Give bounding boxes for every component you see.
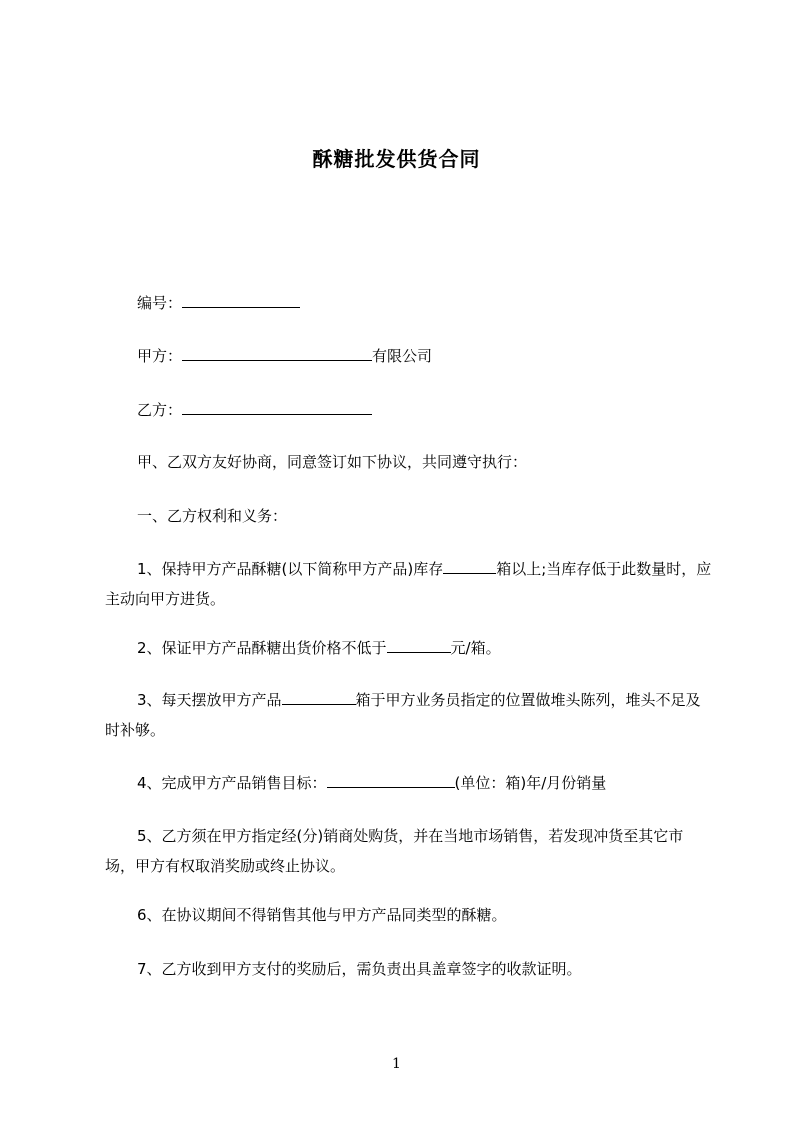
clause-1 bbox=[105, 554, 713, 614]
party-a-blank[interactable] bbox=[182, 345, 372, 361]
clause-4-text-b: (单位：箱)年/月份销量 bbox=[454, 774, 607, 792]
clause-4 bbox=[137, 772, 606, 793]
clause-4-text-a: 4、完成甲方产品销售目标： bbox=[137, 774, 327, 792]
clause-3-text-a: 3、每天摆放甲方产品 bbox=[137, 691, 282, 709]
clause-3-text-b: 箱于甲方业务员指定的位置做堆头陈列，堆头不足及时补够。 bbox=[105, 691, 701, 739]
clause-3-blank[interactable] bbox=[282, 689, 356, 705]
clause-5: 5、乙方须在甲方指定经(分)销商处购货，并在当地市场销售，若发现冲货至其它市场，甲方有权取消奖励或终止协议。 bbox=[105, 827, 684, 875]
clause-1-blank[interactable] bbox=[443, 558, 496, 574]
clause-4-blank[interactable] bbox=[327, 772, 455, 788]
clause-1-text-a: 1、保持甲方产品酥糖(以下简称甲方产品)库存 bbox=[137, 560, 444, 578]
party-a-label: 甲方： bbox=[137, 347, 183, 365]
clause-3 bbox=[105, 685, 713, 745]
document-title: 酥糖批发供货合同 bbox=[312, 147, 481, 171]
party-a-line bbox=[137, 345, 432, 366]
party-b-blank[interactable] bbox=[182, 399, 372, 415]
party-a-suffix: 有限公司 bbox=[372, 347, 433, 365]
clause-2-text-a: 2、保证甲方产品酥糖出货价格不低于 bbox=[137, 639, 387, 657]
clause-2 bbox=[137, 637, 501, 658]
intro-paragraph: 甲、乙双方友好协商，同意签订如下协议，共同遵守执行： bbox=[137, 453, 528, 471]
serial-number-label: 编号： bbox=[137, 294, 183, 312]
clause-7: 7、乙方收到甲方支付的奖励后，需负责出具盖章签字的收款证明。 bbox=[137, 960, 582, 978]
party-b-label: 乙方： bbox=[137, 401, 183, 419]
page-number: 1 bbox=[392, 1056, 401, 1072]
serial-number-blank[interactable] bbox=[182, 292, 300, 308]
section-heading: 一、乙方权利和义务： bbox=[137, 507, 288, 525]
serial-number-line bbox=[137, 292, 300, 313]
clause-2-blank[interactable] bbox=[387, 637, 451, 653]
clause-2-text-b: 元/箱。 bbox=[450, 639, 501, 657]
party-b-line bbox=[137, 399, 372, 420]
clause-6: 6、在协议期间不得销售其他与甲方产品同类型的酥糖。 bbox=[137, 906, 507, 924]
clause-1-text-b: 箱以上;当库存低于此数量时，应主动向甲方进货。 bbox=[105, 560, 712, 608]
